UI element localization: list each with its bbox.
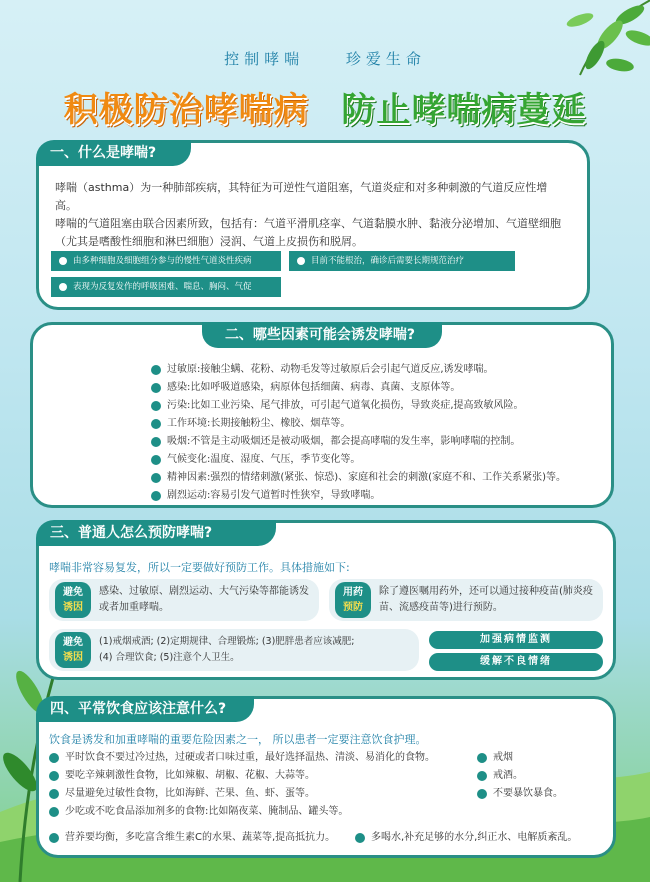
- list-item: 气候变化:温度、湿度、气压，季节变化等。: [151, 451, 601, 469]
- section-prevention: [36, 520, 616, 680]
- mood-button: 缓解不良情绪: [429, 653, 603, 671]
- prevention-box: [49, 629, 419, 671]
- list-item: 不要暴饮暴食。: [477, 785, 607, 803]
- info-bar: 表现为反复发作的呼吸困难、喘息、胸闷、气促: [51, 277, 281, 297]
- section-title: 三、普通人怎么预防哮喘?: [36, 520, 276, 546]
- section-what-is-asthma: [36, 140, 590, 310]
- section-title: 四、平常饮食应该注意什么?: [36, 696, 254, 722]
- section-triggers: [30, 322, 614, 508]
- prevention-box: [49, 579, 319, 621]
- monitor-button: 加强病情监测: [429, 631, 603, 649]
- list-item: 感染:比如呼吸道感染，病原体包括细菌、病毒、真菌、支原体等。: [151, 379, 601, 397]
- headline-right: 防止哮喘病蔓延: [341, 90, 587, 130]
- tag-line-b: 诱因: [63, 602, 83, 613]
- list-item: 多喝水,补充足够的水分,纠正水、电解质紊乱。: [355, 829, 611, 847]
- subtitle-left: 控制哮喘: [224, 50, 305, 68]
- list-item: 平时饮食不要过冷过热，过硬或者口味过重，最好选择温热、清淡、易消化的食物。: [49, 749, 469, 767]
- prevention-tag: [55, 582, 91, 618]
- list-item: 营养要均衡，多吃富含维生素C的水果、蔬菜等,提高抵抗力。: [49, 829, 349, 847]
- list-item: 精神因素:强烈的情绪刺激(紧张、惊恐)、家庭和社会的刺激(家庭不和、工作关系紧张)等。: [151, 469, 601, 487]
- trigger-list: [151, 361, 601, 505]
- list-item: 少吃或不吃食品添加剂多的食物:比如隔夜菜、腌制品、罐头等。: [49, 803, 469, 821]
- tag-line-a: 用药: [343, 587, 363, 598]
- prevention-tag: [55, 632, 91, 668]
- section-diet: [36, 696, 616, 858]
- prevention-tag: [335, 582, 371, 618]
- list-item: 工作环境:长期接触粉尘、橡胶、烟草等。: [151, 415, 601, 433]
- prevention-text: (4) 合理饮食; (5)注意个人卫生。: [99, 652, 240, 663]
- info-bar: 目前不能根治，确诊后需要长期规范治疗: [289, 251, 515, 271]
- list-item: 尽量避免过敏性食物，比如海鲜、芒果、鱼、虾、蛋等。: [49, 785, 469, 803]
- list-item: 剧烈运动:容易引发气道暂时性狭窄，导致哮喘。: [151, 487, 601, 505]
- list-item: 要吃辛辣刺激性食物，比如辣椒、胡椒、花椒、大蒜等。: [49, 767, 469, 785]
- section-lead: 饮食是诱发和加重哮喘的重要危险因素之一， 所以患者一定要注意饮食护理。: [49, 733, 427, 746]
- tag-line-a: 避免: [63, 637, 83, 648]
- tag-line-b: 诱因: [63, 652, 83, 663]
- headline-left: 积极防治哮喘病: [63, 90, 309, 130]
- section-lead: 哮喘非常容易复发，所以一定要做好预防工作。具体措施如下:: [49, 561, 350, 574]
- section-title: 二、哪些因素可能会诱发哮喘?: [202, 322, 442, 348]
- list-item: 戒酒。: [477, 767, 607, 785]
- info-bar: 由多种细胞及细胞组分参与的慢性气道炎性疾病: [51, 251, 281, 271]
- diet-list: [49, 749, 469, 821]
- subtitle: [0, 48, 650, 69]
- page-title: [0, 82, 650, 131]
- tag-line-a: 避免: [63, 587, 83, 598]
- list-item: 污染:比如工业污染、尾气排放，可引起气道氧化损伤，导致炎症,提高致敏风险。: [151, 397, 601, 415]
- section-paragraph: 哮喘（asthma）为一种肺部疾病，其特征为可逆性气道阻塞，气道炎症和对多种刺激的气道反应性增高。: [55, 181, 548, 212]
- section-paragraph: 哮喘的气道阻塞由联合因素所致，包括有：气道平滑肌痉挛、气道黏膜水肿、黏液分泌增加、气道壁细胞（尤其是嗜酸性细胞和淋巴细胞）浸润、气道上皮损伤和脱屑。: [55, 217, 561, 248]
- prevention-text: 除了遵医嘱用药外，还可以通过接种疫苗(肺炎疫苗、流感疫苗等)进行预防。: [379, 586, 593, 613]
- prevention-text: (1)戒烟戒酒; (2)定期规律、合理锻炼; (3)肥胖患者应该减肥;: [99, 636, 355, 647]
- prevention-box: [329, 579, 603, 621]
- list-item: 吸烟:不管是主动吸烟还是被动吸烟，都会提高哮喘的发生率，影响哮喘的控制。: [151, 433, 601, 451]
- section-title: 一、什么是哮喘?: [36, 140, 191, 166]
- subtitle-right: 珍爱生命: [345, 50, 426, 68]
- prevention-text: 感染、过敏原、剧烈运动、大气污染等都能诱发或者加重哮喘。: [99, 586, 309, 613]
- list-item: 过敏原:接触尘螨、花粉、动物毛发等过敏原后会引起气道反应,诱发哮喘。: [151, 361, 601, 379]
- tag-line-b: 预防: [343, 602, 363, 613]
- diet-list-right: [477, 749, 607, 803]
- list-item: 戒烟: [477, 749, 607, 767]
